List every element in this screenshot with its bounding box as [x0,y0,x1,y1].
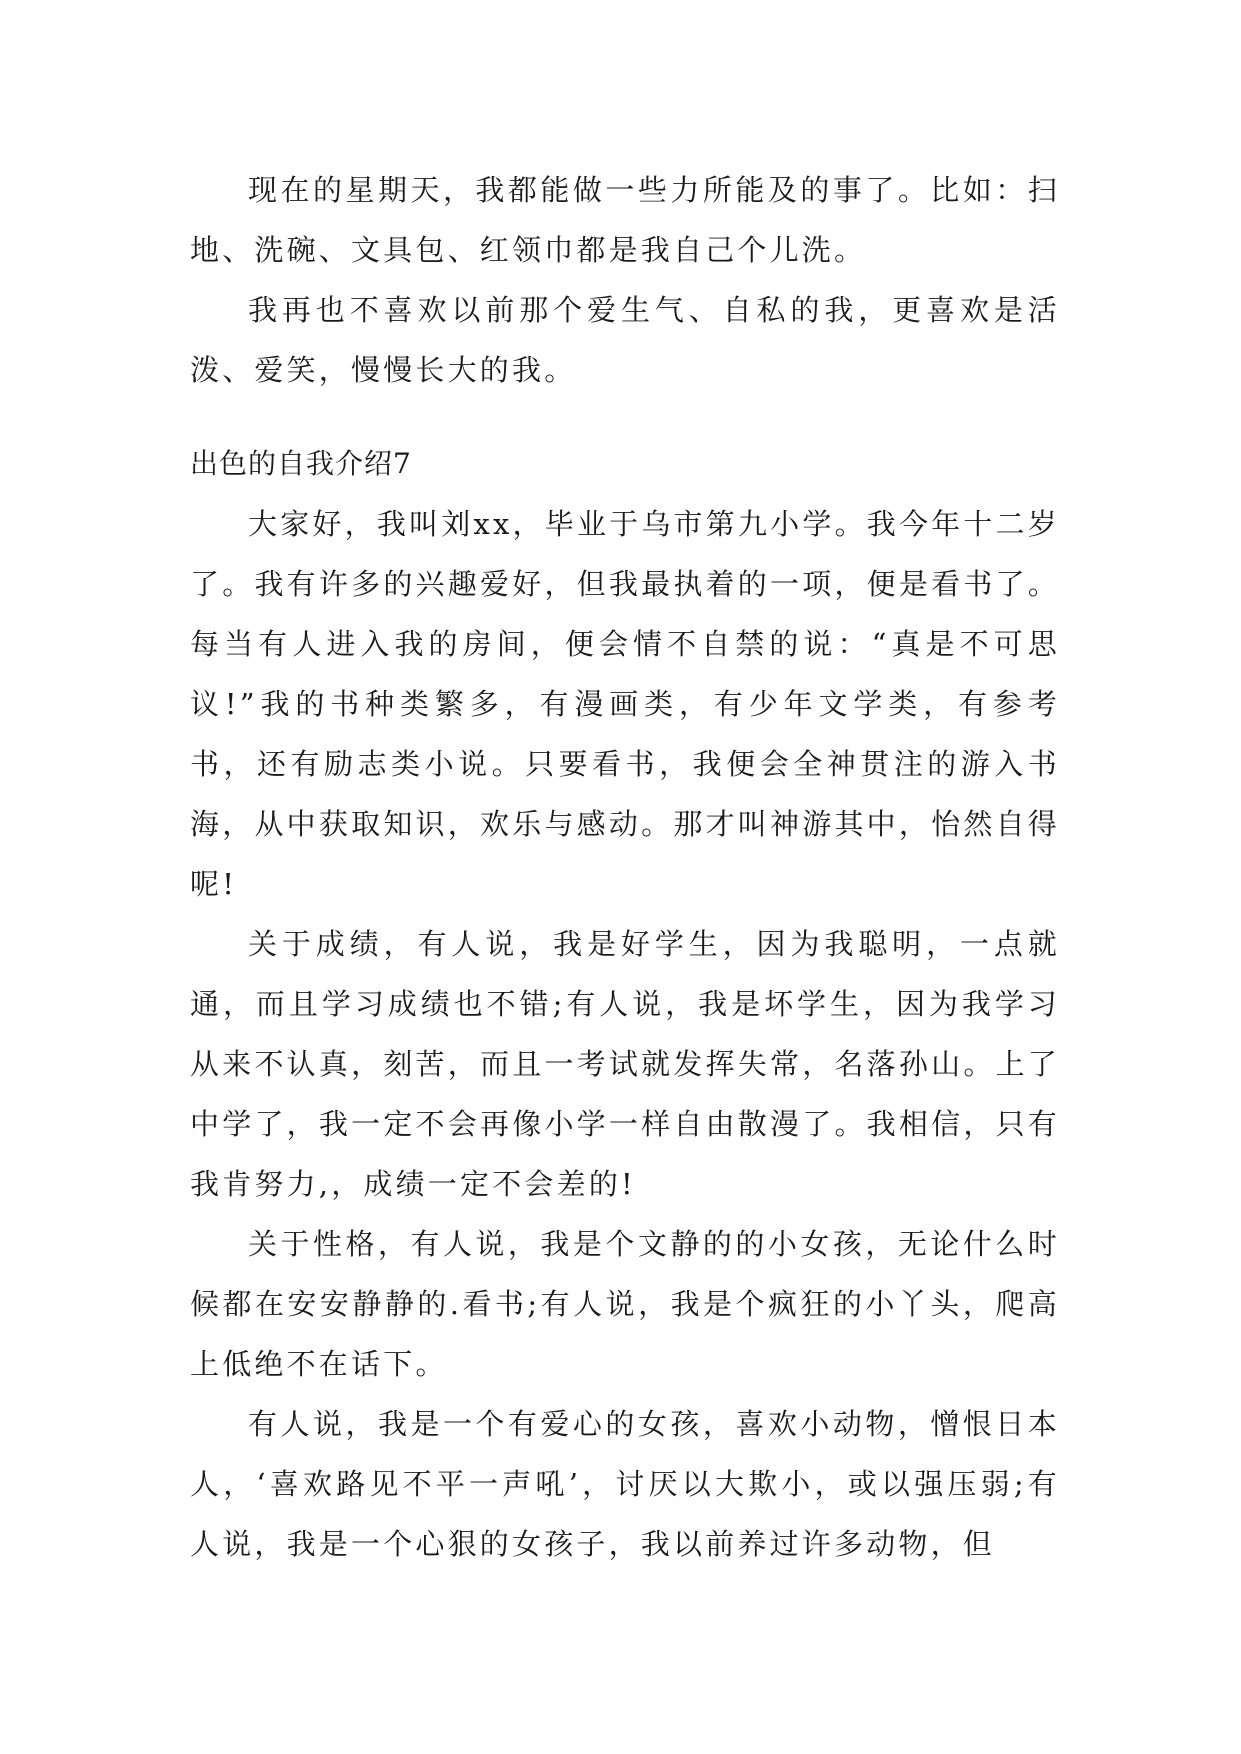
top-text-block [190,160,1060,400]
paragraph: 大家好，我叫刘xx，毕业于乌市第九小学。我今年十二岁了。我有许多的兴趣爱好，但我最执着的一项，便是看书了。每当有人进入我的房间，便会情不自禁的说：“真是不可思议!”我的书种类繁多，有漫画类，有少年文学类，有参考书，还有励志类小说。只要看书，我便会全神贯注的游入书海，从中获取知识，欢乐与感动。那才叫神游其中，怡然自得呢! [190,507,1060,901]
paragraph: 关于性格，有人说，我是个文静的的小女孩，无论什么时候都在安安静静的.看书;有人说，我是个疯狂的小丫头，爬高上低绝不在话下。 [190,1227,1060,1381]
paragraph: 关于成绩，有人说，我是好学生，因为我聪明，一点就通，而且学习成绩也不错;有人说，我是坏学生，因为我学习从来不认真，刻苦，而且一考试就发挥失常，名落孙山。上了中学了，我一定不会再像小学一样自由散漫了。我相信，只有我肯努力,，成绩一定不会差的! [190,927,1060,1201]
section-body [190,494,1060,1574]
paragraph: 有人说，我是一个有爱心的女孩，喜欢小动物，憎恨日本人，‘喜欢路见不平一声吼’，讨厌以大欺小，或以强压弱;有人说，我是一个心狠的女孩子，我以前养过许多动物，但 [190,1407,1060,1561]
section-title: 出色的自我介绍7 [190,447,412,480]
paragraph: 我再也不喜欢以前那个爱生气、自私的我，更喜欢是活泼、爱笑，慢慢长大的我。 [190,293,1060,387]
document-page [190,160,1060,1574]
paragraph: 现在的星期天，我都能做一些力所能及的事了。比如：扫地、洗碗、文具包、红领巾都是我自己个儿洗。 [190,173,1060,267]
